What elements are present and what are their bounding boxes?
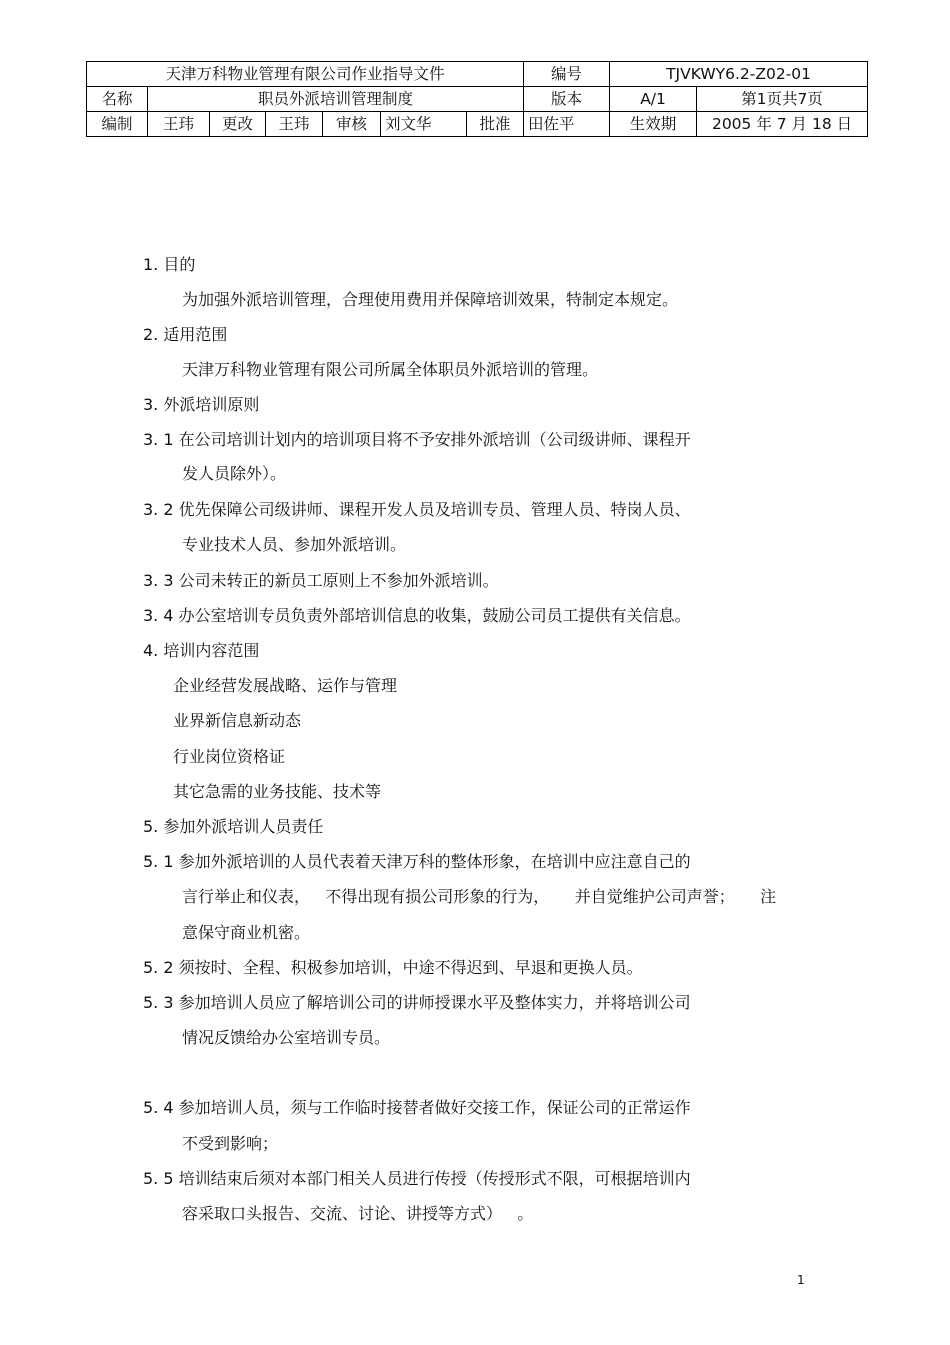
clause-line: 3. 3 公司未转正的新员工原则上不参加外派培训。 <box>143 571 499 590</box>
list-item: 业界新信息新动态 <box>173 711 302 730</box>
approver-label: 批准 <box>467 112 524 137</box>
version-value: A/1 <box>610 87 697 112</box>
clause-continuation: 意保守商业机密。 <box>182 923 311 942</box>
section-heading: 3. 外派培训原则 <box>143 395 260 414</box>
section-heading: 1. 目的 <box>143 255 196 274</box>
changer-label: 更改 <box>210 112 266 137</box>
clause-continuation: 情况反馈给办公室培训专员。 <box>182 1028 391 1047</box>
paragraph-line: 天津万科物业管理有限公司所属全体职员外派培训的管理。 <box>182 360 599 379</box>
clause-continuation: 不受到影响； <box>182 1134 279 1153</box>
list-item: 行业岗位资格证 <box>173 747 286 766</box>
section-heading: 5. 参加外派培训人员责任 <box>143 817 324 836</box>
clause-line: 3. 4 办公室培训专员负责外部培训信息的收集，鼓励公司员工提供有关信息。 <box>143 606 691 625</box>
company-doc-title: 天津万科物业管理有限公司作业指导文件 <box>87 62 524 87</box>
name-label: 名称 <box>87 87 148 112</box>
clause-line: 5. 2 须按时、全程、积极参加培训，中途不得迟到、早退和更换人员。 <box>143 958 643 977</box>
page-number: 1 <box>797 1273 805 1287</box>
clause-continuation: 发人员除外）。 <box>182 464 287 483</box>
compiler-value: 王玮 <box>148 112 210 137</box>
effective-value: 2005 年 7 月 18 日 <box>697 112 868 137</box>
name-value: 职员外派培训管理制度 <box>148 87 524 112</box>
header-row-1 <box>87 62 868 87</box>
list-item: 其它急需的业务技能、技术等 <box>173 782 382 801</box>
header-row-2 <box>87 87 868 112</box>
document-header-table <box>86 61 868 137</box>
section-heading: 4. 培训内容范围 <box>143 641 260 660</box>
changer-value: 王玮 <box>266 112 323 137</box>
clause-line: 5. 5 培训结束后须对本部门相关人员进行传授（传授形式不限，可根据培训内 <box>143 1169 691 1188</box>
version-label: 版本 <box>524 87 610 112</box>
approver-value: 田佐平 <box>524 112 610 137</box>
reviewer-label: 审核 <box>323 112 381 137</box>
code-value: TJVKWY6.2-Z02-01 <box>610 62 868 87</box>
reviewer-value: 刘文华 <box>381 112 467 137</box>
section-heading: 2. 适用范围 <box>143 325 228 344</box>
clause-continuation: 容采取口头报告、交流、讨论、讲授等方式） 。 <box>182 1204 534 1223</box>
clause-continuation: 言行举止和仪表， 不得出现有损公司形象的行为， 并自觉维护公司声誉； 注 <box>182 887 777 906</box>
clause-line: 5. 3 参加培训人员应了解培训公司的讲师授课水平及整体实力，并将培训公司 <box>143 993 691 1012</box>
clause-line: 5. 1 参加外派培训的人员代表着天津万科的整体形象，在培训中应注意自己的 <box>143 852 691 871</box>
clause-line: 3. 1 在公司培训计划内的培训项目将不予安排外派培训（公司级讲师、课程开 <box>143 430 691 449</box>
compiler-label: 编制 <box>87 112 148 137</box>
header-row-3 <box>87 112 868 137</box>
code-label: 编号 <box>524 62 610 87</box>
effective-label: 生效期 <box>610 112 697 137</box>
clause-line: 5. 4 参加培训人员，须与工作临时接替者做好交接工作，保证公司的正常运作 <box>143 1098 691 1117</box>
paragraph-line: 为加强外派培训管理，合理使用费用并保障培训效果，特制定本规定。 <box>182 290 679 309</box>
clause-line: 3. 2 优先保障公司级讲师、课程开发人员及培训专员、管理人员、特岗人员、 <box>143 500 691 519</box>
page-info: 第1页共7页 <box>697 87 868 112</box>
list-item: 企业经营发展战略、运作与管理 <box>173 676 398 695</box>
clause-continuation: 专业技术人员、参加外派培训。 <box>182 535 407 554</box>
